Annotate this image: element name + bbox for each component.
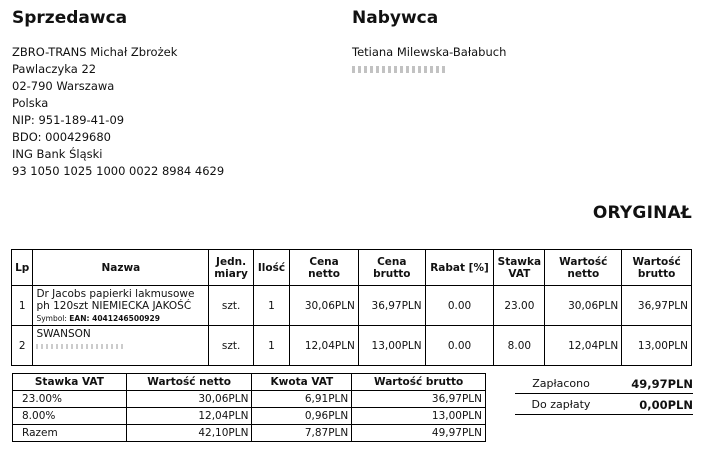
- vat-col-amount: Kwota VAT: [252, 374, 352, 391]
- divider: [515, 393, 693, 394]
- row-product-name: SWANSON: [36, 328, 91, 340]
- vat-col-gross: Wartość brutto: [352, 374, 486, 391]
- table-row: [13, 408, 486, 425]
- due-label: Do zapłaty: [531, 398, 591, 411]
- items-header-row: [12, 250, 692, 286]
- row-net-value: 30,06PLN: [545, 286, 622, 326]
- seller-bdo: BDO: 000429680: [12, 130, 111, 144]
- vat-rate: 23.00%: [13, 391, 127, 408]
- vat-net: 12,04PLN: [126, 408, 252, 425]
- vat-amount: 7,87PLN: [252, 425, 352, 442]
- col-net-price: Cena netto: [290, 250, 359, 286]
- vat-amount: 6,91PLN: [252, 391, 352, 408]
- row-symbol-redacted: [36, 341, 205, 353]
- paid-row: [515, 377, 693, 391]
- row-vat-rate: 23.00: [494, 286, 545, 326]
- symbol-label: Symbol:: [36, 314, 67, 323]
- paid-value: 49,97PLN: [631, 377, 693, 391]
- col-net-value: Wartość netto: [545, 250, 622, 286]
- vat-header-row: [13, 374, 486, 391]
- row-net-price: 12,04PLN: [290, 326, 359, 366]
- row-qty: 1: [253, 326, 289, 366]
- row-gross-value: 13,00PLN: [622, 326, 692, 366]
- row-gross-value: 36,97PLN: [622, 286, 692, 326]
- divider: [515, 414, 693, 415]
- row-net-value: 12,04PLN: [545, 326, 622, 366]
- col-vat-rate: Stawka VAT: [494, 250, 545, 286]
- table-row: [13, 425, 486, 442]
- seller-name: ZBRO-TRANS Michał Zbrożek: [12, 45, 178, 59]
- vat-col-rate: Stawka VAT: [13, 374, 127, 391]
- row-lp: 2: [12, 326, 33, 366]
- items-table: [11, 249, 692, 366]
- row-name-cell: [33, 326, 209, 366]
- col-gross-value: Wartość brutto: [622, 250, 692, 286]
- buyer-heading: Nabywca: [352, 8, 439, 28]
- row-gross-price: 36,97PLN: [358, 286, 425, 326]
- due-value: 0,00PLN: [639, 398, 693, 412]
- col-discount: Rabat [%]: [425, 250, 494, 286]
- row-lp: 1: [12, 286, 33, 326]
- vat-gross: 36,97PLN: [352, 391, 486, 408]
- col-qty: Ilość: [253, 250, 289, 286]
- seller-account: 93 1050 1025 1000 0022 8984 4629: [12, 164, 225, 178]
- row-gross-price: 13,00PLN: [358, 326, 425, 366]
- due-row: [515, 398, 693, 412]
- seller-street: Pawlaczyka 22: [12, 62, 97, 76]
- vat-col-net: Wartość netto: [126, 374, 252, 391]
- symbol-value: EAN: 4041246500929: [69, 314, 160, 323]
- document-copy-label: ORYGINAŁ: [592, 203, 692, 223]
- seller-city: 02-790 Warszawa: [12, 79, 115, 93]
- table-row: [12, 286, 692, 326]
- vat-net: 42,10PLN: [126, 425, 252, 442]
- vat-gross: 13,00PLN: [352, 408, 486, 425]
- row-discount: 0.00: [425, 326, 494, 366]
- row-product-name: Dr Jacobs papierki lakmusowe ph 120szt NIEMIECKA JAKOŚĆ: [36, 288, 195, 312]
- row-unit: szt.: [209, 286, 253, 326]
- row-qty: 1: [253, 286, 289, 326]
- vat-rate: 8.00%: [13, 408, 127, 425]
- buyer-name: Tetiana Milewska-Bałabuch: [352, 45, 507, 59]
- col-name: Nazwa: [33, 250, 209, 286]
- table-row: [12, 326, 692, 366]
- seller-bank: ING Bank Śląski: [12, 147, 103, 161]
- row-net-price: 30,06PLN: [290, 286, 359, 326]
- seller-nip: NIP: 951-189-41-09: [12, 113, 125, 127]
- col-lp: Lp: [12, 250, 33, 286]
- vat-summary-table: [12, 373, 486, 442]
- row-vat-rate: 8.00: [494, 326, 545, 366]
- vat-net: 30,06PLN: [126, 391, 252, 408]
- seller-heading: Sprzedawca: [12, 8, 128, 28]
- row-discount: 0.00: [425, 286, 494, 326]
- col-unit: Jedn. miary: [209, 250, 253, 286]
- seller-country: Polska: [12, 96, 49, 110]
- table-row: [13, 391, 486, 408]
- row-symbol: [36, 313, 205, 325]
- row-name-cell: [33, 286, 209, 326]
- seller-details: [12, 44, 224, 180]
- vat-amount: 0,96PLN: [252, 408, 352, 425]
- row-unit: szt.: [209, 326, 253, 366]
- vat-total-label: Razem: [13, 425, 127, 442]
- paid-label: Zapłacono: [532, 377, 590, 390]
- redacted-address: [352, 66, 447, 73]
- buyer-details: [352, 44, 506, 73]
- vat-gross: 49,97PLN: [352, 425, 486, 442]
- col-gross-price: Cena brutto: [358, 250, 425, 286]
- redacted-symbol: [36, 344, 126, 349]
